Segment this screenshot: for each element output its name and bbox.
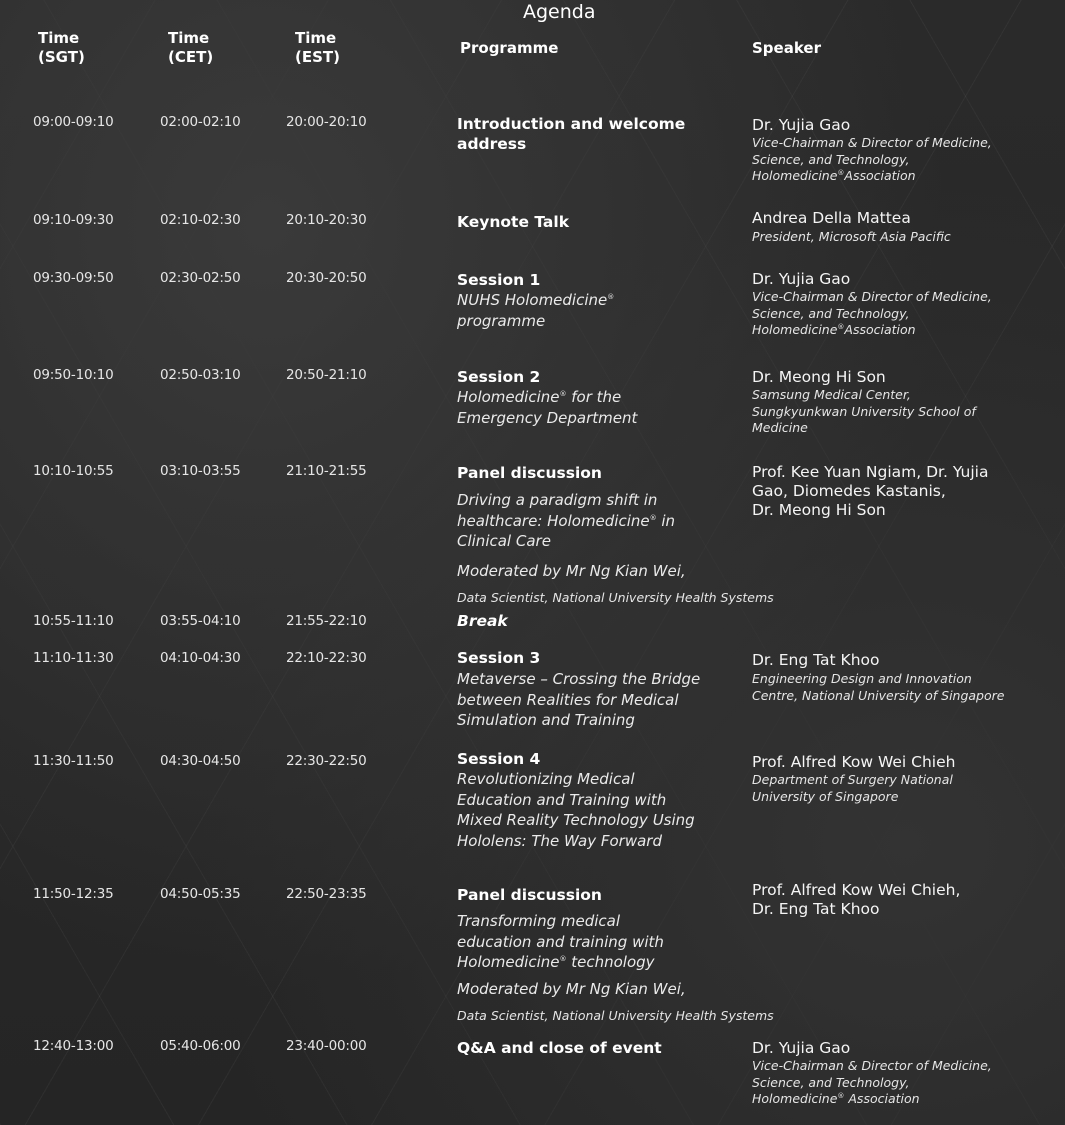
programme-title-line: Panel discussion: [457, 464, 602, 482]
speaker-name-line: Dr. Yujia Gao: [752, 270, 851, 288]
programme-title: [457, 1038, 662, 1058]
programme-description-line: Holomedicine® for the: [457, 388, 622, 406]
programme-title-line: Session 2: [457, 368, 541, 386]
programme-description-line: Emergency Department: [457, 408, 638, 427]
programme-title-line: Session 3: [457, 649, 541, 667]
speaker-role-line: Holomedicine® Association: [752, 1091, 920, 1106]
moderator-role: Data Scientist, National University Health Systems: [457, 590, 774, 605]
programme-description-line: between Realities for Medical: [457, 690, 679, 709]
speaker-name-line: Prof. Alfred Kow Wei Chieh: [752, 753, 956, 771]
speaker-name: [752, 209, 911, 228]
speaker-role: [752, 772, 953, 805]
programme-description-line: Education and Training with: [457, 790, 667, 809]
programme-description: [457, 290, 614, 331]
moderator: Moderated by Mr Ng Kian Wei,: [457, 562, 686, 580]
programme-description: [457, 669, 700, 731]
header-time-sgt-line1: Time: [38, 29, 80, 47]
programme-title-line: Session 1: [457, 271, 541, 289]
break-label: Break: [457, 612, 508, 630]
speaker-name: [752, 1039, 850, 1058]
time-cet: 05:40-06:00: [160, 1038, 241, 1054]
speaker-name-line: Dr. Yujia Gao: [752, 116, 851, 134]
speaker-name-line: Prof. Alfred Kow Wei Chieh,: [752, 881, 961, 899]
programme-description-line: Mixed Reality Technology Using: [457, 811, 695, 829]
moderator: Moderated by Mr Ng Kian Wei,: [457, 980, 686, 998]
programme-description: [457, 911, 664, 973]
time-sgt: 11:30-11:50: [33, 753, 114, 769]
speaker-role: [752, 671, 1004, 704]
page-title: Agenda: [523, 1, 596, 23]
time-est: 20:10-20:30: [286, 212, 367, 228]
time-est: 20:00-20:10: [286, 114, 367, 130]
programme-title-line: Introduction and welcome: [457, 115, 686, 133]
programme-title-line: Q&A and close of event: [457, 1039, 662, 1057]
time-cet: 02:50-03:10: [160, 367, 241, 383]
programme-description-line: programme: [457, 311, 546, 330]
speaker-name: [752, 881, 960, 919]
header-speaker: Speaker: [752, 39, 821, 57]
header-time-sgt: [38, 29, 85, 67]
programme-description: [457, 769, 695, 851]
time-sgt: 11:50-12:35: [33, 886, 114, 902]
time-est: 21:55-22:10: [286, 613, 367, 629]
speaker-role-line: Samsung Medical Center,: [752, 387, 911, 402]
speaker-role: [752, 229, 951, 246]
speaker-role-line: Centre, National University of Singapore: [752, 687, 1005, 703]
time-cet: 04:30-04:50: [160, 753, 241, 769]
speaker-role-line: Science, and Technology,: [752, 305, 910, 321]
time-est: 22:30-22:50: [286, 753, 367, 769]
speaker-name-line: Dr. Meong Hi Son: [752, 501, 886, 519]
time-sgt: 09:50-10:10: [33, 367, 114, 383]
speaker-name-line: Dr. Meong Hi Son: [752, 368, 886, 386]
speaker-name-line: Prof. Kee Yuan Ngiam, Dr. Yujia: [752, 463, 989, 481]
time-cet: 02:30-02:50: [160, 270, 241, 286]
programme-description-line: Clinical Care: [457, 532, 551, 550]
programme-title: [457, 648, 540, 668]
programme-description-line: Simulation and Training: [457, 711, 635, 729]
programme-title-line: Panel discussion: [457, 886, 602, 904]
programme-title: [457, 270, 540, 290]
time-sgt: 12:40-13:00: [33, 1038, 114, 1054]
speaker-role-line: Vice-Chairman & Director of Medicine,: [752, 135, 992, 150]
time-sgt: 09:30-09:50: [33, 270, 114, 286]
speaker-role-line: Vice-Chairman & Director of Medicine,: [752, 289, 992, 304]
time-sgt: 09:00-09:10: [33, 114, 114, 130]
speaker-name-line: Dr. Yujia Gao: [752, 1039, 851, 1057]
programme-title-line: Session 4: [457, 750, 541, 768]
speaker-name: [752, 270, 850, 289]
speaker-name: [752, 463, 988, 520]
header-programme: Programme: [460, 39, 559, 57]
time-cet: 02:00-02:10: [160, 114, 241, 130]
programme-description-line: Holomedicine® technology: [457, 953, 655, 971]
header-time-cet-line2: (CET): [168, 48, 214, 66]
programme-description-line: education and training with: [457, 932, 664, 951]
programme-description-line: Metaverse – Crossing the Bridge: [457, 670, 701, 688]
time-cet: 04:50-05:35: [160, 886, 241, 902]
speaker-role-line: Vice-Chairman & Director of Medicine,: [752, 1058, 992, 1073]
time-cet: 03:10-03:55: [160, 463, 241, 479]
time-est: 20:30-20:50: [286, 270, 367, 286]
time-est: 20:50-21:10: [286, 367, 367, 383]
time-est: 23:40-00:00: [286, 1038, 367, 1054]
speaker-name-line: Dr. Eng Tat Khoo: [752, 900, 880, 918]
time-sgt: 11:10-11:30: [33, 650, 114, 666]
speaker-role-line: Engineering Design and Innovation: [752, 671, 972, 686]
programme-title: [457, 212, 569, 232]
programme-title-line: address: [457, 135, 527, 153]
programme-description: [457, 387, 637, 428]
time-cet: 03:55-04:10: [160, 613, 241, 629]
time-sgt: 10:55-11:10: [33, 613, 114, 629]
time-cet: 04:10-04:30: [160, 650, 241, 666]
header-time-est-line1: Time: [295, 29, 337, 47]
time-sgt: 09:10-09:30: [33, 212, 114, 228]
programme-description-line: Transforming medical: [457, 912, 621, 930]
header-time-sgt-line2: (SGT): [38, 48, 85, 66]
speaker-name: [752, 651, 879, 670]
programme-description-line: Revolutionizing Medical: [457, 770, 635, 788]
programme-title: [457, 114, 685, 154]
programme-description-line: healthcare: Holomedicine® in: [457, 511, 676, 530]
speaker-role-line: President, Microsoft Asia Pacific: [752, 229, 951, 244]
speaker-name-line: Andrea Della Mattea: [752, 209, 911, 227]
speaker-role: [752, 1058, 992, 1108]
speaker-role-line: Sungkyunkwan University School of: [752, 403, 976, 419]
programme-title: [457, 749, 540, 769]
speaker-name: [752, 753, 955, 772]
speaker-role: [752, 387, 976, 437]
programme-description-line: NUHS Holomedicine®: [457, 291, 615, 309]
speaker-name-line: Gao, Diomedes Kastanis,: [752, 482, 946, 500]
header-time-est: [295, 29, 340, 67]
header-time-est-line2: (EST): [295, 48, 340, 66]
programme-title: [457, 885, 602, 905]
speaker-role-line: Holomedicine®Association: [752, 168, 916, 183]
speaker-name: [752, 368, 886, 387]
time-est: 22:50-23:35: [286, 886, 367, 902]
moderator-role: Data Scientist, National University Health Systems: [457, 1008, 774, 1023]
programme-title: [457, 463, 602, 483]
programme-title: [457, 367, 540, 387]
programme-description-line: Hololens: The Way Forward: [457, 831, 662, 850]
programme-description-line: Driving a paradigm shift in: [457, 491, 658, 509]
programme-description: [457, 490, 675, 552]
time-est: 21:10-21:55: [286, 463, 367, 479]
time-cet: 02:10-02:30: [160, 212, 241, 228]
speaker-role-line: Department of Surgery National: [752, 772, 953, 787]
header-time-cet: [168, 29, 213, 67]
speaker-name: [752, 116, 850, 135]
speaker-role: [752, 289, 992, 339]
speaker-role-line: Holomedicine®Association: [752, 322, 916, 337]
speaker-name-line: Dr. Eng Tat Khoo: [752, 651, 880, 669]
speaker-role-line: University of Singapore: [752, 788, 899, 804]
time-sgt: 10:10-10:55: [33, 463, 114, 479]
speaker-role-line: Science, and Technology,: [752, 1074, 910, 1090]
header-time-cet-line1: Time: [168, 29, 210, 47]
programme-title-line: Keynote Talk: [457, 213, 570, 231]
speaker-role-line: Medicine: [752, 420, 808, 435]
speaker-role: [752, 135, 992, 185]
time-est: 22:10-22:30: [286, 650, 367, 666]
speaker-role-line: Science, and Technology,: [752, 151, 910, 167]
